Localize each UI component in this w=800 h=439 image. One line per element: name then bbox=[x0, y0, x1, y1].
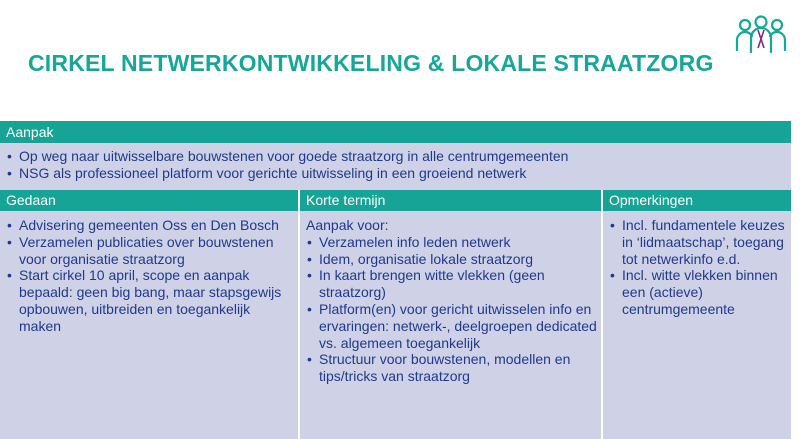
korte-termijn-header: Korte termijn bbox=[300, 190, 601, 211]
list-item: • Idem, organisatie lokale straatzorg bbox=[306, 251, 597, 268]
opmerkingen-header: Opmerkingen bbox=[603, 190, 791, 211]
opmerkingen-cell bbox=[603, 211, 791, 439]
list-item: • Incl. fundamentele keuzes in ‘lidmaatschap’, toegang tot netwerkinfo e.d. bbox=[609, 217, 787, 267]
overview-table bbox=[0, 121, 791, 439]
page-title: CIRKEL NETWERKONTWIKKELING & LOKALE STRAATZORG bbox=[28, 50, 714, 76]
list-item: • Structuur voor bouwstenen, modellen en tips/tricks van straatzorg bbox=[306, 351, 597, 385]
list-item: • Advisering gemeenten Oss en Den Bosch bbox=[6, 217, 294, 234]
list-item: • Verzamelen info leden netwerk bbox=[306, 234, 597, 251]
list-item: • Verzamelen publicaties over bouwstenen voor organisatie straatzorg bbox=[6, 234, 294, 268]
list-item: • Op weg naar uitwisselbare bouwstenen voor goede straatzorg in alle centrumgemeenten bbox=[6, 148, 791, 165]
list-item: • Start cirkel 10 april, scope en aanpak bepaald: geen big bang, maar stapsgewijs opbouwen, uitbreiden en toegankelijk maken bbox=[6, 267, 294, 334]
people-group-icon bbox=[734, 14, 788, 56]
aanpak-body bbox=[0, 143, 791, 190]
korte-termijn-cell bbox=[300, 211, 601, 439]
aanpak-header: Aanpak bbox=[0, 121, 791, 143]
list-item: • Incl. witte vlekken binnen een (actieve) centrumgemeente bbox=[609, 267, 787, 317]
list-item: • Platform(en) voor gericht uitwisselen info en ervaringen: netwerk-, deelgroepen dedicated vs. algemeen toegankelijk bbox=[306, 301, 597, 351]
list-item: • NSG als professioneel platform voor gerichte uitwisseling in een groeiend netwerk bbox=[6, 165, 791, 182]
korte-termijn-intro: Aanpak voor: bbox=[306, 217, 389, 233]
gedaan-cell bbox=[0, 211, 298, 439]
gedaan-header: Gedaan bbox=[0, 190, 298, 211]
list-item: • In kaart brengen witte vlekken (geen straatzorg) bbox=[306, 267, 597, 301]
